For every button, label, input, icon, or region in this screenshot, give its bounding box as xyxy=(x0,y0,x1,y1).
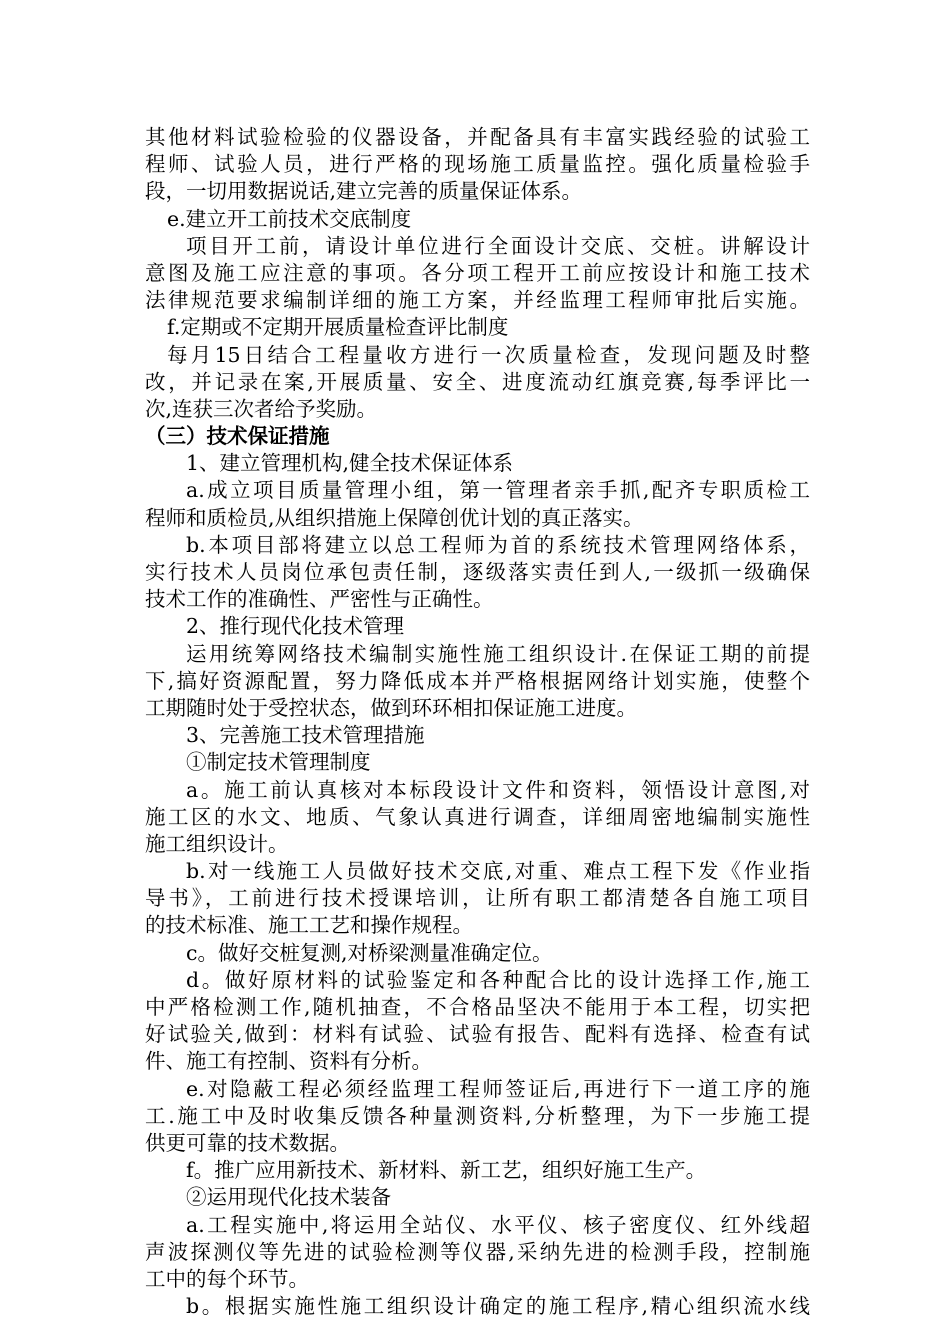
text-line: 意图及施工应注意的事项。各分项工程开工前应按设计和施工技术 xyxy=(145,260,810,285)
text-line: 每月15日结合工程量收方进行一次质量检查，发现问题及时整 xyxy=(167,342,810,367)
text-line: 供更可靠的技术数据。 xyxy=(145,1130,350,1155)
text-line: 的技术标准、施工工艺和操作规程。 xyxy=(145,913,473,938)
text-line: ②运用现代化技术装备 xyxy=(186,1185,391,1210)
text-line: 施工组织设计。 xyxy=(145,831,289,856)
text-line: a.工程实施中,将运用全站仪、水平仪、核子密度仪、红外线超 xyxy=(186,1212,810,1237)
text-line: 施工区的水文、地质、气象认真进行调查，详细周密地编制实施性 xyxy=(145,804,810,829)
text-line: f.定期或不定期开展质量检查评比制度 xyxy=(167,315,509,340)
text-line: f。推广应用新技术、新材料、新工艺，组织好施工生产。 xyxy=(186,1158,707,1183)
text-line: 法律规范要求编制详细的施工方案，并经监理工程师审批后实施。 xyxy=(145,288,810,313)
text-line: 好试验关,做到：材料有试验、试验有报告、配料有选择、检查有试 xyxy=(145,1022,810,1047)
text-line: 程师、试验人员，进行严格的现场施工质量监控。强化质量检验手 xyxy=(145,152,810,177)
text-line: e.建立开工前技术交底制度 xyxy=(167,206,412,231)
text-line: b.对一线施工人员做好技术交底,对重、难点工程下发《作业指 xyxy=(186,859,810,884)
text-line: b。根据实施性施工组织设计确定的施工程序,精心组织流水线 xyxy=(186,1294,810,1319)
text-line: 改，并记录在案,开展质量、安全、进度流动红旗竞赛,每季评比一 xyxy=(145,369,810,394)
text-line: 程师和质检员,从组织措施上保障创优计划的真正落实。 xyxy=(145,505,644,530)
text-line: a。施工前认真核对本标段设计文件和资料，领悟设计意图,对 xyxy=(186,777,810,802)
text-line: 中严格检测工作,随机抽查，不合格品坚决不能用于本工程，切实把 xyxy=(145,995,810,1019)
text-line: 2、推行现代化技术管理 xyxy=(186,614,405,639)
text-line: 工.施工中及时收集反馈各种量测资料,分析整理，为下一步施工提 xyxy=(145,1103,810,1128)
text-line: c。做好交桩复测,对桥梁测量准确定位。 xyxy=(186,940,553,965)
text-line: 技术工作的准确性、严密性与正确性。 xyxy=(145,587,494,612)
text-line: 3、完善施工技术管理措施 xyxy=(186,723,425,748)
text-line: ①制定技术管理制度 xyxy=(186,750,371,775)
text-line: 声波探测仪等先进的试验检测等仪器,采纳先进的检测手段，控制施 xyxy=(145,1239,810,1264)
text-line: a.成立项目质量管理小组，第一管理者亲手抓,配齐专职质检工 xyxy=(186,478,810,503)
text-line: 工中的每个环节。 xyxy=(145,1266,309,1291)
section-heading: （三）技术保证措施 xyxy=(145,424,330,449)
text-line: b.本项目部将建立以总工程师为首的系统技术管理网络体系， xyxy=(186,532,810,557)
text-line: 工期随时处于受控状态，做到环环相扣保证施工进度。 xyxy=(145,695,637,720)
text-line: d。做好原材料的试验鉴定和各种配合比的设计选择工作,施工 xyxy=(186,967,810,992)
text-line: 运用统筹网络技术编制实施性施工组织设计.在保证工期的前提 xyxy=(186,641,810,666)
text-line: 其他材料试验检验的仪器设备，并配备具有丰富实践经验的试验工 xyxy=(145,125,810,149)
text-line: 导书》，工前进行技术授课培训，让所有职工都清楚各自施工项目 xyxy=(145,886,810,911)
text-line: 项目开工前，请设计单位进行全面设计交底、交桩。讲解设计 xyxy=(186,233,810,258)
text-line: 1、建立管理机构,健全技术保证体系 xyxy=(186,451,514,476)
text-line: 件、施工有控制、资料有分析。 xyxy=(145,1049,432,1074)
text-line: 次,连获三次者给予奖励。 xyxy=(145,396,378,421)
text-line: 段，一切用数据说话,建立完善的质量保证体系。 xyxy=(145,179,583,204)
text-line: 下,搞好资源配置，努力降低成本并严格根据网络计划实施，使整个 xyxy=(145,668,810,693)
text-line: e.对隐蔽工程必须经监理工程师签证后,再进行下一道工序的施 xyxy=(186,1076,810,1101)
text-line: 实行技术人员岗位承包责任制，逐级落实责任到人,一级抓一级确保 xyxy=(145,560,810,584)
